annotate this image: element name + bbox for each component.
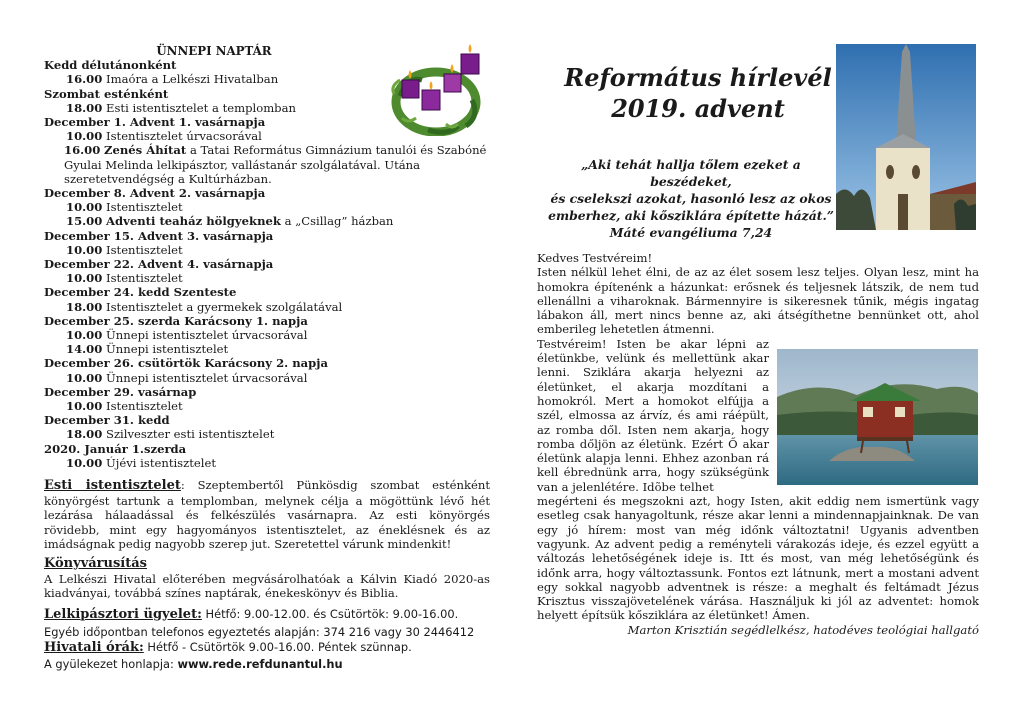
calendar-event (44, 456, 490, 470)
event-time: 18.00 (66, 299, 103, 314)
website-link[interactable]: www.rede.refdunantul.hu (177, 657, 343, 671)
evening-service-text: : Szeptembertől Pünkösdig szombat esténként könyörgést tartunk a templomban, melynek célja a mögöttünk lévő hét lezárása hálaadással és felkészülés vasárnapra. Az esti könyörgés rövidebb, mint egy hagyományos istentisztelet, az éneklésnek és az imádságnak pedig nagyobb szerep jut. Szeretettel várunk mindenkit! (44, 478, 490, 552)
calendar-day: December 26. csütörtök Karácsony 2. napja (44, 356, 328, 371)
event-text: Istentisztelet a gyermekek szolgálatával (106, 299, 343, 314)
event-time: 14.00 (66, 342, 103, 357)
event-text: a Tatai Református Gimnázium tanulói és Szabóné Gyulai Melinda lelkipásztor, vallástanár szolgálatával. Utána szeretetvendégség a Kultúrházban. (64, 143, 487, 186)
event-text: Esti istentisztelet a templomban (106, 100, 296, 115)
book-sale-section (44, 557, 490, 601)
event-text: Istentisztelet úrvacsorával (106, 129, 262, 144)
website-label: A gyülekezet honlapja: (44, 657, 178, 671)
event-time: 10.00 (66, 129, 103, 144)
calendar-day: December 1. Advent 1. vasárnapja (44, 115, 266, 130)
calendar-day: December 22. Advent 4. vasárnapja (44, 257, 274, 272)
event-time: 10.00 (66, 399, 103, 414)
pastoral-duty-section (44, 607, 490, 639)
calendar-event (44, 214, 490, 228)
calendar-event (44, 427, 490, 441)
bible-quote (540, 156, 842, 241)
calendar-event (44, 371, 490, 385)
event-text: Istentisztelet (106, 242, 183, 257)
event-text: Ünnepi istentisztelet úrvacsorával (106, 370, 308, 385)
pastoral-duty-hours: Hétfő: 9.00-12.00. és Csütörtök: 9.00-16.00. (201, 607, 459, 621)
calendar-day: December 15. Advent 3. vasárnapja (44, 228, 274, 243)
event-time: 10.00 (66, 271, 103, 286)
event-time: 15.00 (66, 214, 103, 229)
event-title: Adventi teaház hölgyeknek (106, 214, 281, 229)
calendar-event (44, 143, 490, 186)
event-text: Imaóra a Lelkészi Hivatalban (106, 72, 279, 87)
calendar-title: ÜNNEPI NAPTÁR (156, 44, 272, 58)
book-sale-text: A Lelkészi Hivatal előterében megvásárolhatóak a Kálvin Kiadó 2020-as kiadványai, továbbá színes naptárak, énekeskönyv és Biblia. (44, 571, 490, 601)
title-line-1: Református hírlevél (564, 63, 832, 92)
letter-paragraph-2-narrow: Testvéreim! Isten be akar lépni az életünkbe, velünk és mellettünk akar lenni. Sziklára akarja helyezni az életünket, el akarja mozdítani a homokról. Mert a homokot elfújja a szél, elmossa az árvíz, és ami ráépült, az romba dől. Isten nem akarja, hogy romba dőljön az életünk. Ezért Ő akar életünk alapja lenni. Ehhez azonban rá kell ébrednünk arra, hogy szükségünk van a jelenlétére. Idõbe telhet (537, 336, 769, 494)
calendar-day: Kedd délutánonként (44, 58, 177, 73)
evening-service-section (44, 478, 490, 552)
event-text: Újévi istentisztelet (106, 455, 216, 470)
calendar-day: December 29. vasárnap (44, 384, 197, 399)
calendar-event (44, 243, 490, 257)
letter-signature: Marton Krisztián segédlelkész, hatodéves teológiai hallgató (627, 622, 979, 637)
office-hours-text: Hétfő - Csütörtök 9.00-16.00. Péntek szünnap. (143, 640, 412, 654)
event-time: 16.00 (64, 143, 101, 158)
pastoral-duty-heading: Lelkipásztori ügyelet: (44, 607, 202, 622)
event-time: 16.00 (66, 72, 103, 87)
event-time: 10.00 (66, 200, 103, 215)
calendar-day: December 31. kedd (44, 413, 170, 428)
event-text: Istentisztelet (106, 271, 183, 286)
event-time: 10.00 (66, 328, 103, 343)
calendar-day: Szombat esténként (44, 86, 169, 101)
calendar-day: December 8. Advent 2. vasárnapja (44, 186, 266, 201)
event-text: Ünnepi istentisztelet (106, 342, 229, 357)
church-tower-photo (836, 44, 976, 230)
letter-paragraph-2-rest: megérteni és megszokni azt, hogy Isten, akit eddig nem ismertünk vagy esetleg csak hanyagoltunk, része akar lenni a mindennapjainknak. De van egy jó hírem: most van még időnk változtatni! Ugyanis adventben vagyunk. Az advent pedig a reményteli várakozás ideje, és ezzel együtt a változás lehetőségének ideje is. Itt és most, van még lehetőségünk és időnk arra, hogy változtassunk. Fontos ezt látnunk, mert a mostani advent egy sokkal nagyobb adventnek is része: a meghalt és feltámadt Jézus Krisztus visszajövetelének várása. Használjuk ki jól az adventet: homok helyett építsük kősziklára az életünket! Ámen. (537, 494, 979, 623)
event-time: 10.00 (66, 370, 103, 385)
event-text: Ünnepi istentisztelet úrvacsorával (106, 328, 308, 343)
event-time: 18.00 (66, 427, 103, 442)
quote-reference: Máté evangéliuma 7,24 (609, 225, 773, 240)
event-text: Istentisztelet (106, 200, 183, 215)
event-time: 18.00 (66, 100, 103, 115)
letter-greeting: Kedves Testvéreim! (537, 251, 653, 265)
advent-wreath-icon (388, 36, 484, 136)
calendar-event (44, 200, 490, 214)
calendar-event (44, 328, 490, 342)
calendar-day: December 24. kedd Szenteste (44, 285, 237, 300)
calendar-day: December 25. szerda Karácsony 1. napja (44, 313, 308, 328)
office-hours-section (44, 640, 490, 671)
event-time: 10.00 (66, 242, 103, 257)
calendar-event (44, 342, 490, 356)
event-text: Szilveszter esti istentisztelet (106, 427, 275, 442)
evening-service-heading: Esti istentisztelet (44, 478, 181, 493)
event-title: Zenés Áhítat (104, 143, 187, 158)
office-hours-heading: Hivatali órák: (44, 640, 144, 655)
calendar-day: 2020. Január 1.szerda (44, 441, 187, 456)
quote-line-1: „Aki tehát hallja tőlem ezeket a beszédeket, (581, 157, 801, 189)
pastoral-duty-note: Egyéb időpontban telefonos egyeztetés alapján: 374 216 vagy 30 2446412 (44, 625, 475, 639)
book-sale-heading: Könyvárusítás (44, 556, 147, 571)
house-on-rock-photo (777, 349, 978, 485)
title-line-2: 2019. advent (611, 94, 785, 123)
letter-paragraph-1: Isten nélkül lehet élni, de az az élet sosem lesz teljes. Olyan lesz, mint ha homokra építenénk a házunkat: erősnek és teljesnek látszik, de nem tud ellenállni a viharoknak. Bármennyire is sikeresnek tűnik, mégis ingatag lábakon áll, mert nincs benne az, aki átségíthetne bennünket ott, ahol emberileg lehetetlen átmenni. (537, 265, 979, 337)
calendar-event (44, 300, 490, 314)
event-time: 10.00 (66, 455, 103, 470)
newsletter-title (560, 62, 836, 124)
event-text: Istentisztelet (106, 399, 183, 414)
quote-line-2: és cselekszi azokat, hasonló lesz az okos (550, 191, 832, 206)
event-text: a „Csillag” házban (284, 214, 394, 229)
calendar-event (44, 271, 490, 285)
calendar-event (44, 399, 490, 413)
quote-line-3: emberhez, aki kősziklára építette házát.” (548, 208, 834, 223)
